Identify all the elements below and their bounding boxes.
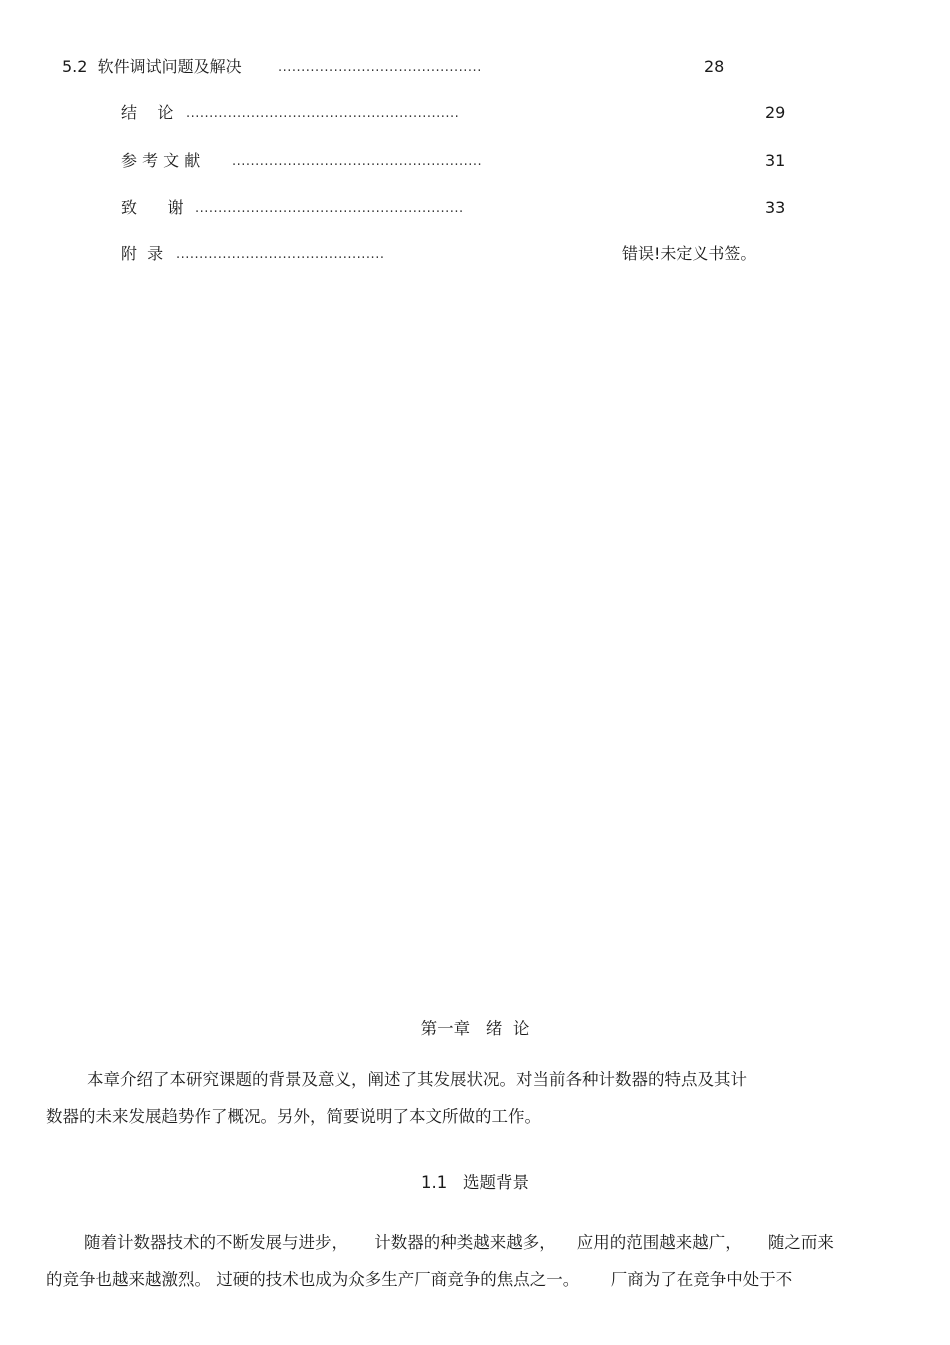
intro-paragraph-line-1: 本章介绍了本研究课题的背景及意义，阐述了其发展状况。对当前各种计数器的特点及其计 [87, 1070, 747, 1089]
toc-leader-dots: .......................................................... [195, 201, 464, 216]
toc-entry-label[interactable]: 5.2 软件调试问题及解决 [62, 57, 242, 76]
body-paragraph-line-2: 的竞争也越来越激烈。 过硬的技术也成为众多生产厂商竞争的焦点之一。 厂商为了在竞争中处于不 [46, 1270, 793, 1289]
toc-leader-dots: ........................................................... [186, 106, 460, 121]
toc-page-number: 31 [765, 151, 786, 170]
toc-entry-label[interactable]: 参 考 文 献 [121, 151, 201, 170]
toc-page-number: 33 [765, 198, 786, 217]
toc-leader-dots: ............................................. [176, 247, 385, 262]
intro-paragraph-line-2: 数器的未来发展趋势作了概况。另外，简要说明了本文所做的工作。 [46, 1107, 541, 1126]
toc-page-number: 29 [765, 103, 786, 122]
toc-leader-dots: ............................................ [278, 60, 482, 75]
body-paragraph-line-1: 随着计数器技术的不断发展与进步， 计数器的种类越来越多， 应用的范围越来越广， 随之而来 [84, 1233, 834, 1252]
toc-entry-label[interactable]: 结 论 [121, 103, 174, 122]
toc-leader-dots: ...................................................... [232, 154, 483, 169]
toc-page-error-text: 错误!未定义书签。 [622, 244, 757, 263]
section-title: 1.1 选题背景 [421, 1173, 529, 1192]
toc-entry-label[interactable]: 致 谢 [121, 198, 184, 217]
toc-entry-label[interactable]: 附 录 [121, 244, 164, 263]
toc-page-number: 28 [704, 57, 725, 76]
chapter-title: 第一章 绪 论 [420, 1019, 530, 1038]
